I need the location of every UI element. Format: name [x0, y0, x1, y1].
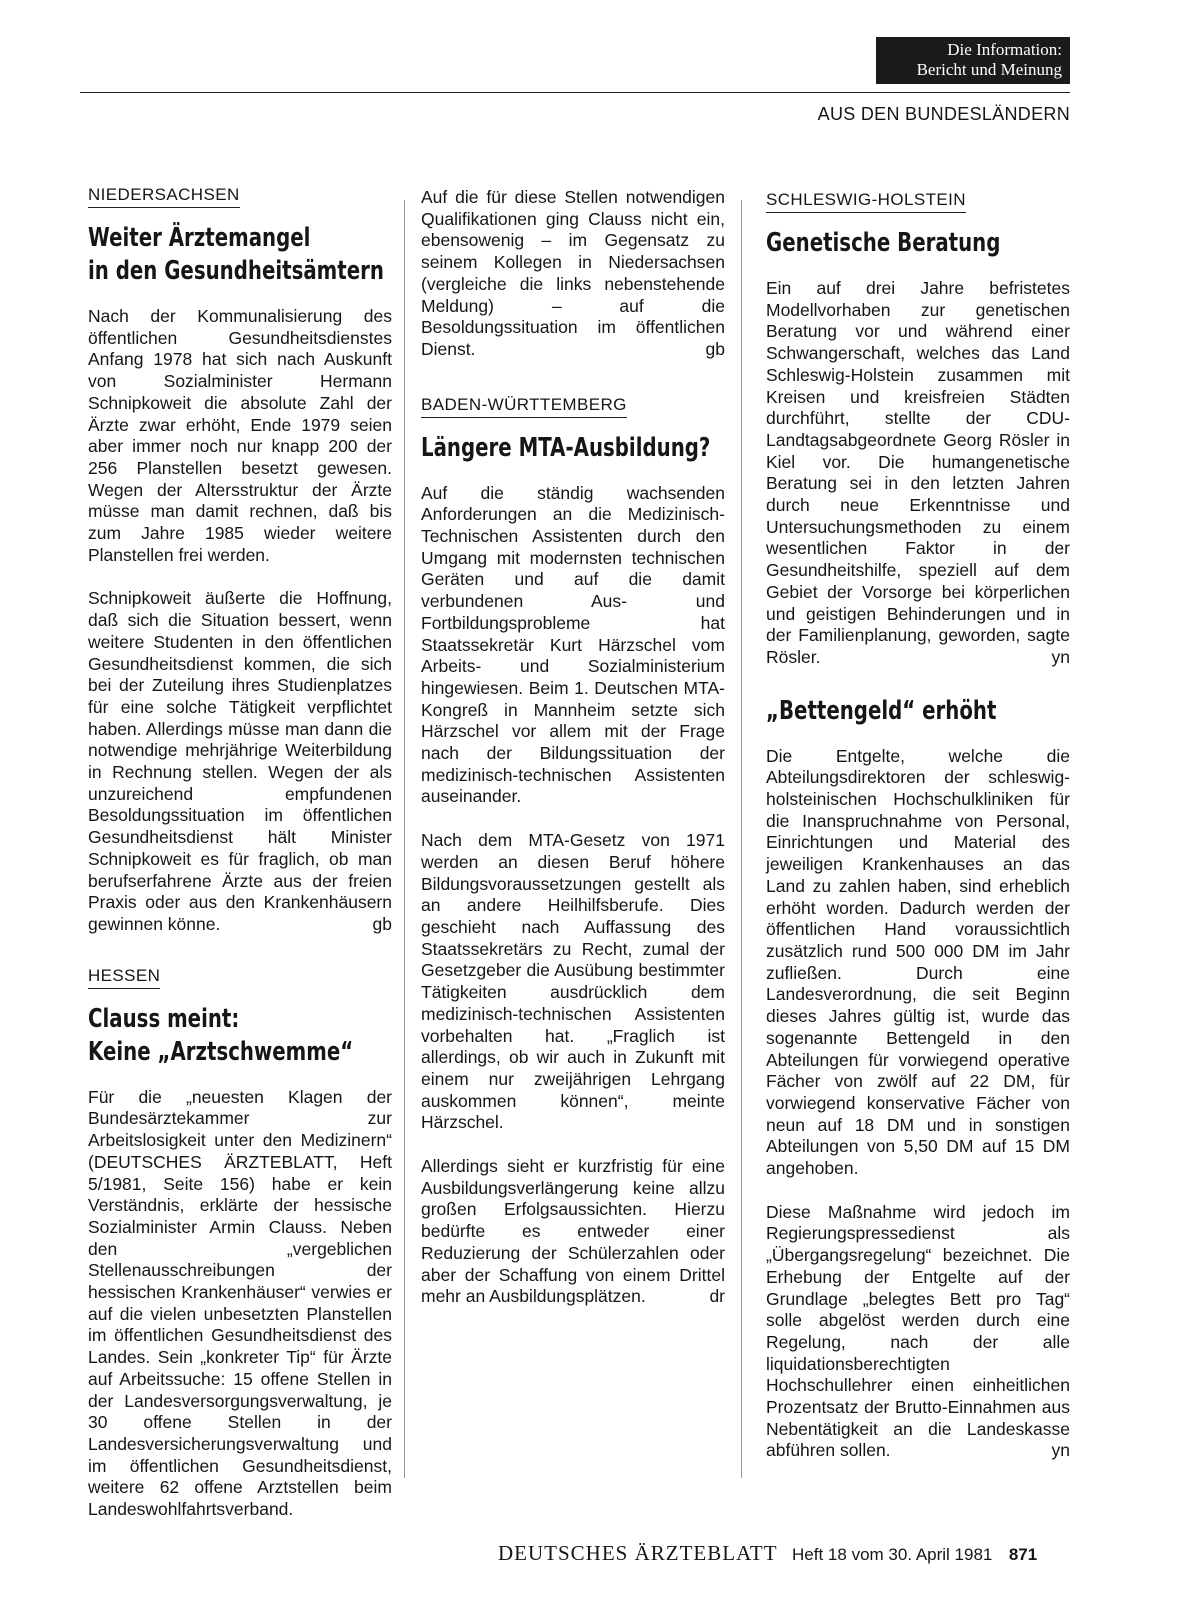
paragraph-sh-1-text: Ein auf drei Jahre befristetes Modellvorhaben zur genetischen Beratung vor und während einer Schwangerschaft, welches das Land Schleswig-Holstein zusammen mit Kreisen und kreisfreien Städten durchführt, stellte der CDU-Landtagsabgeordnete Georg Rösler in Kiel vor. Die humangenetische Beratung sei in den letzten Jahren durch neue Erkenntnisse und Untersuchungsmethoden zu einem wesentlichen Faktor in der Gesundheitshilfe, speziell auf dem Gebiet der Vorsorge bei körperlichen und geistigen Behinderungen und in der Familienplanung, geworden, sagte Rösler.: [766, 278, 1070, 667]
paragraph-hessen-2-text: Auf die für diese Stellen notwendigen Qualifikationen ging Clauss nicht ein, ebensowenig – im Gegensatz zu seinem Kollegen in Niedersachsen (vergleiche die links nebenstehende Meldung) – auf die Besoldungssituation im öffentlichen Dienst.: [421, 187, 725, 359]
paragraph-niedersachsen-2: [88, 588, 392, 935]
issue-info: Heft 18 vom 30. April 1981: [792, 1545, 993, 1564]
section-badge: [876, 37, 1070, 84]
headline-bettengeld: „Bettengeld“ erhöht: [766, 695, 997, 726]
paragraph-sh-1: [766, 278, 1070, 669]
journal-name: DEUTSCHES ÄRZTEBLATT: [498, 1541, 778, 1565]
paragraph-bw-2: Nach dem MTA-Gesetz von 1971 werden an diesen Beruf höhere Bildungsvoraussetzungen gestellt als an andere Heilhilfsberufe. Dies geschieht nach Auffassung des Staatssekretärs zu Recht, zumal der Gesetzgeber die Ausübung bestimmter Tätigkeiten ausdrücklich dem medizinisch-technischen Assistenten vorbehalten hat. „Fraglich ist allerdings, ob wir auch in Zukunft mit einem nur zweijährigen Lehrgang auskommen können“, meinte Härzschel.: [421, 830, 725, 1133]
badge-line-1: Die Information:: [947, 40, 1062, 59]
headline-hessen: [88, 1003, 354, 1069]
headline-niedersachsen: [88, 222, 384, 288]
author-sign-niedersachsen: gb: [372, 913, 392, 934]
headline-niedersachsen-line-2: in den Gesundheitsämtern: [88, 256, 384, 286]
headline-niedersachsen-line-1: Weiter Ärztemangel: [88, 223, 311, 253]
paragraph-bettengeld-2: [766, 1202, 1070, 1462]
column-2: [421, 187, 725, 1330]
kicker-baden-wuerttemberg: BADEN-WÜRTTEMBERG: [421, 395, 627, 418]
badge-line-2: Bericht und Meinung: [916, 60, 1062, 79]
paragraph-bettengeld-2-text: Diese Maßnahme wird jedoch im Regierungspressedienst als „Übergangsregelung“ bezeichnet. Die Erhebung der Entgelte auf der Grundlage „belegtes Bett pro Tag“ solle abgelöst werden durch eine Regelung, nach der alle liquidationsberechtigten Hochschullehrer einen einheitlichen Prozentsatz der Brutto-Einnahmen aus Nebentätigkeit an die Landeskasse abführen sollen.: [766, 1201, 1070, 1461]
top-rule: [80, 92, 1070, 93]
paragraph-bw-1: Auf die ständig wachsenden Anforderungen an die Medizinisch-Technischen Assistenten durch den Umgang mit modernsten technischen Geräten und auf die damit verbundenen Aus- und Fortbildungsprobleme hat Staatssekretär Kurt Härzschel vom Arbeits- und Sozialministerium hingewiesen. Beim 1. Deutschen MTA-Kongreß in Mannheim setzte sich Härzschel vor allem mit der Frage nach der Bildungssituation der medizinisch-technischen Assistenten auseinander.: [421, 482, 725, 807]
column-divider-2: [741, 200, 742, 1478]
headline-hessen-line-1: Clauss meint:: [88, 1003, 240, 1034]
paragraph-hessen-2: [421, 187, 725, 361]
paragraph-bw-3: [421, 1156, 725, 1308]
paragraph-niedersachsen-1: Nach der Kommunalisierung des öffentlichen Gesundheitsdienstes Anfang 1978 hat sich nach Auskunft von Sozialminister Hermann Schnipkoweit die absolute Zahl der Ärzte zwar erhöht, Ende 1979 seien aber immer noch nur knapp 200 der 256 Planstellen besetzt gewesen. Wegen der Altersstruktur der Ärzte müsse man damit rechnen, daß bis zum Jahre 1985 wieder weitere Planstellen frei werden.: [88, 306, 392, 565]
author-sign-bettengeld: yn: [1051, 1440, 1070, 1461]
section-label: AUS DEN BUNDESLÄNDERN: [817, 104, 1070, 124]
paragraph-hessen-1: Für die „neuesten Klagen der Bundesärztekammer zur Arbeitslosigkeit unter den Medizinern“ (DEUTSCHES ÄRZTEBLATT, Heft 5/1981, Seite 156) habe er kein Verständnis, erklärte der hessische Sozialminister Armin Clauss. Neben den „vergeblichen Stellenausschreibungen der hessischen Krankenhäuser“ verwies er auf die vielen unbesetzten Planstellen im öffentlichen Gesundheitsdienst des Landes. Sein „konkreter Tip“ für Ärzte auf Arbeitssuche: 15 offene Stellen in der Landesversorgungsverwaltung, je 30 offene Stellen in der Landesversicherungsverwaltung und im öffentlichen Gesundheitsdienst, weitere 62 offene Arztstellen beim Landeswohlfahrtsverband.: [88, 1086, 392, 1520]
column-3: [766, 190, 1070, 1484]
author-sign-hessen: gb: [705, 338, 725, 359]
kicker-niedersachsen: NIEDERSACHSEN: [88, 185, 240, 208]
headline-hessen-line-2: Keine „Arztschwemme“: [88, 1036, 354, 1067]
paragraph-niedersachsen-2-text: Schnipkoweit äußerte die Hoffnung, daß sich die Situation bessert, wenn weitere Studenten in den öffentlichen Gesundheitsdienst kommen, die sich bei der Zuteilung ihres Studienplatzes für eine solche Tätigkeit verpflichtet haben. Allerdings müsse man dann die notwendige mehrjährige Weiterbildung in Rechnung stellen. Wegen der als unzureichend empfundenen Besoldungssituation im öffentlichen Gesundheitsdienst hält Minister Schnipkoweit es für fraglich, ob man berufserfahrene Ärzte aus der freien Praxis oder aus den Krankenhäusern gewinnen könne.: [88, 588, 392, 934]
author-sign-bw: dr: [709, 1286, 725, 1307]
headline-schleswig-holstein: Genetische Beratung: [766, 228, 1001, 258]
column-divider-1: [404, 200, 405, 1478]
paragraph-bettengeld-1: Die Entgelte, welche die Abteilungsdirektoren der schleswig-holsteinischen Hochschulkliniken für die Inanspruchnahme von Personal, Einrichtungen und Material des jeweiligen Krankenhauses an das Land zu zahlen haben, sind erheblich erhöht worden. Dadurch werden der öffentlichen Hand voraussichtlich zusätzlich rund 500 000 DM im Jahr zufließen. Durch eine Landesverordnung, die seit Beginn dieses Jahres gültig ist, wurde das sogenannte Bettengeld in den Abteilungen für vorwiegend operative Fächer von zwölf auf 22 DM, für vorwiegend konservative Fächer von neun auf 18 DM und in sonstigen Abteilungen von 5,50 DM auf 15 DM angehoben.: [766, 745, 1070, 1179]
kicker-schleswig-holstein: SCHLESWIG-HOLSTEIN: [766, 190, 966, 213]
page-number: 871: [1008, 1545, 1038, 1564]
headline-baden-wuerttemberg: Längere MTA-Ausbildung?: [421, 432, 711, 463]
kicker-hessen: HESSEN: [88, 966, 160, 989]
paragraph-bw-3-text: Allerdings sieht er kurzfristig für eine Ausbildungsverlängerung keine allzu großen Erfolgsaussichten. Hierzu bedürfte es entweder einer Reduzierung der Schülerzahlen oder aber der Schaffung von einem Drittel mehr an Ausbildungsplätzen.: [421, 1156, 725, 1307]
column-1: [88, 185, 392, 1521]
page-footer: [498, 1541, 1037, 1566]
author-sign-sh: yn: [1051, 646, 1070, 667]
